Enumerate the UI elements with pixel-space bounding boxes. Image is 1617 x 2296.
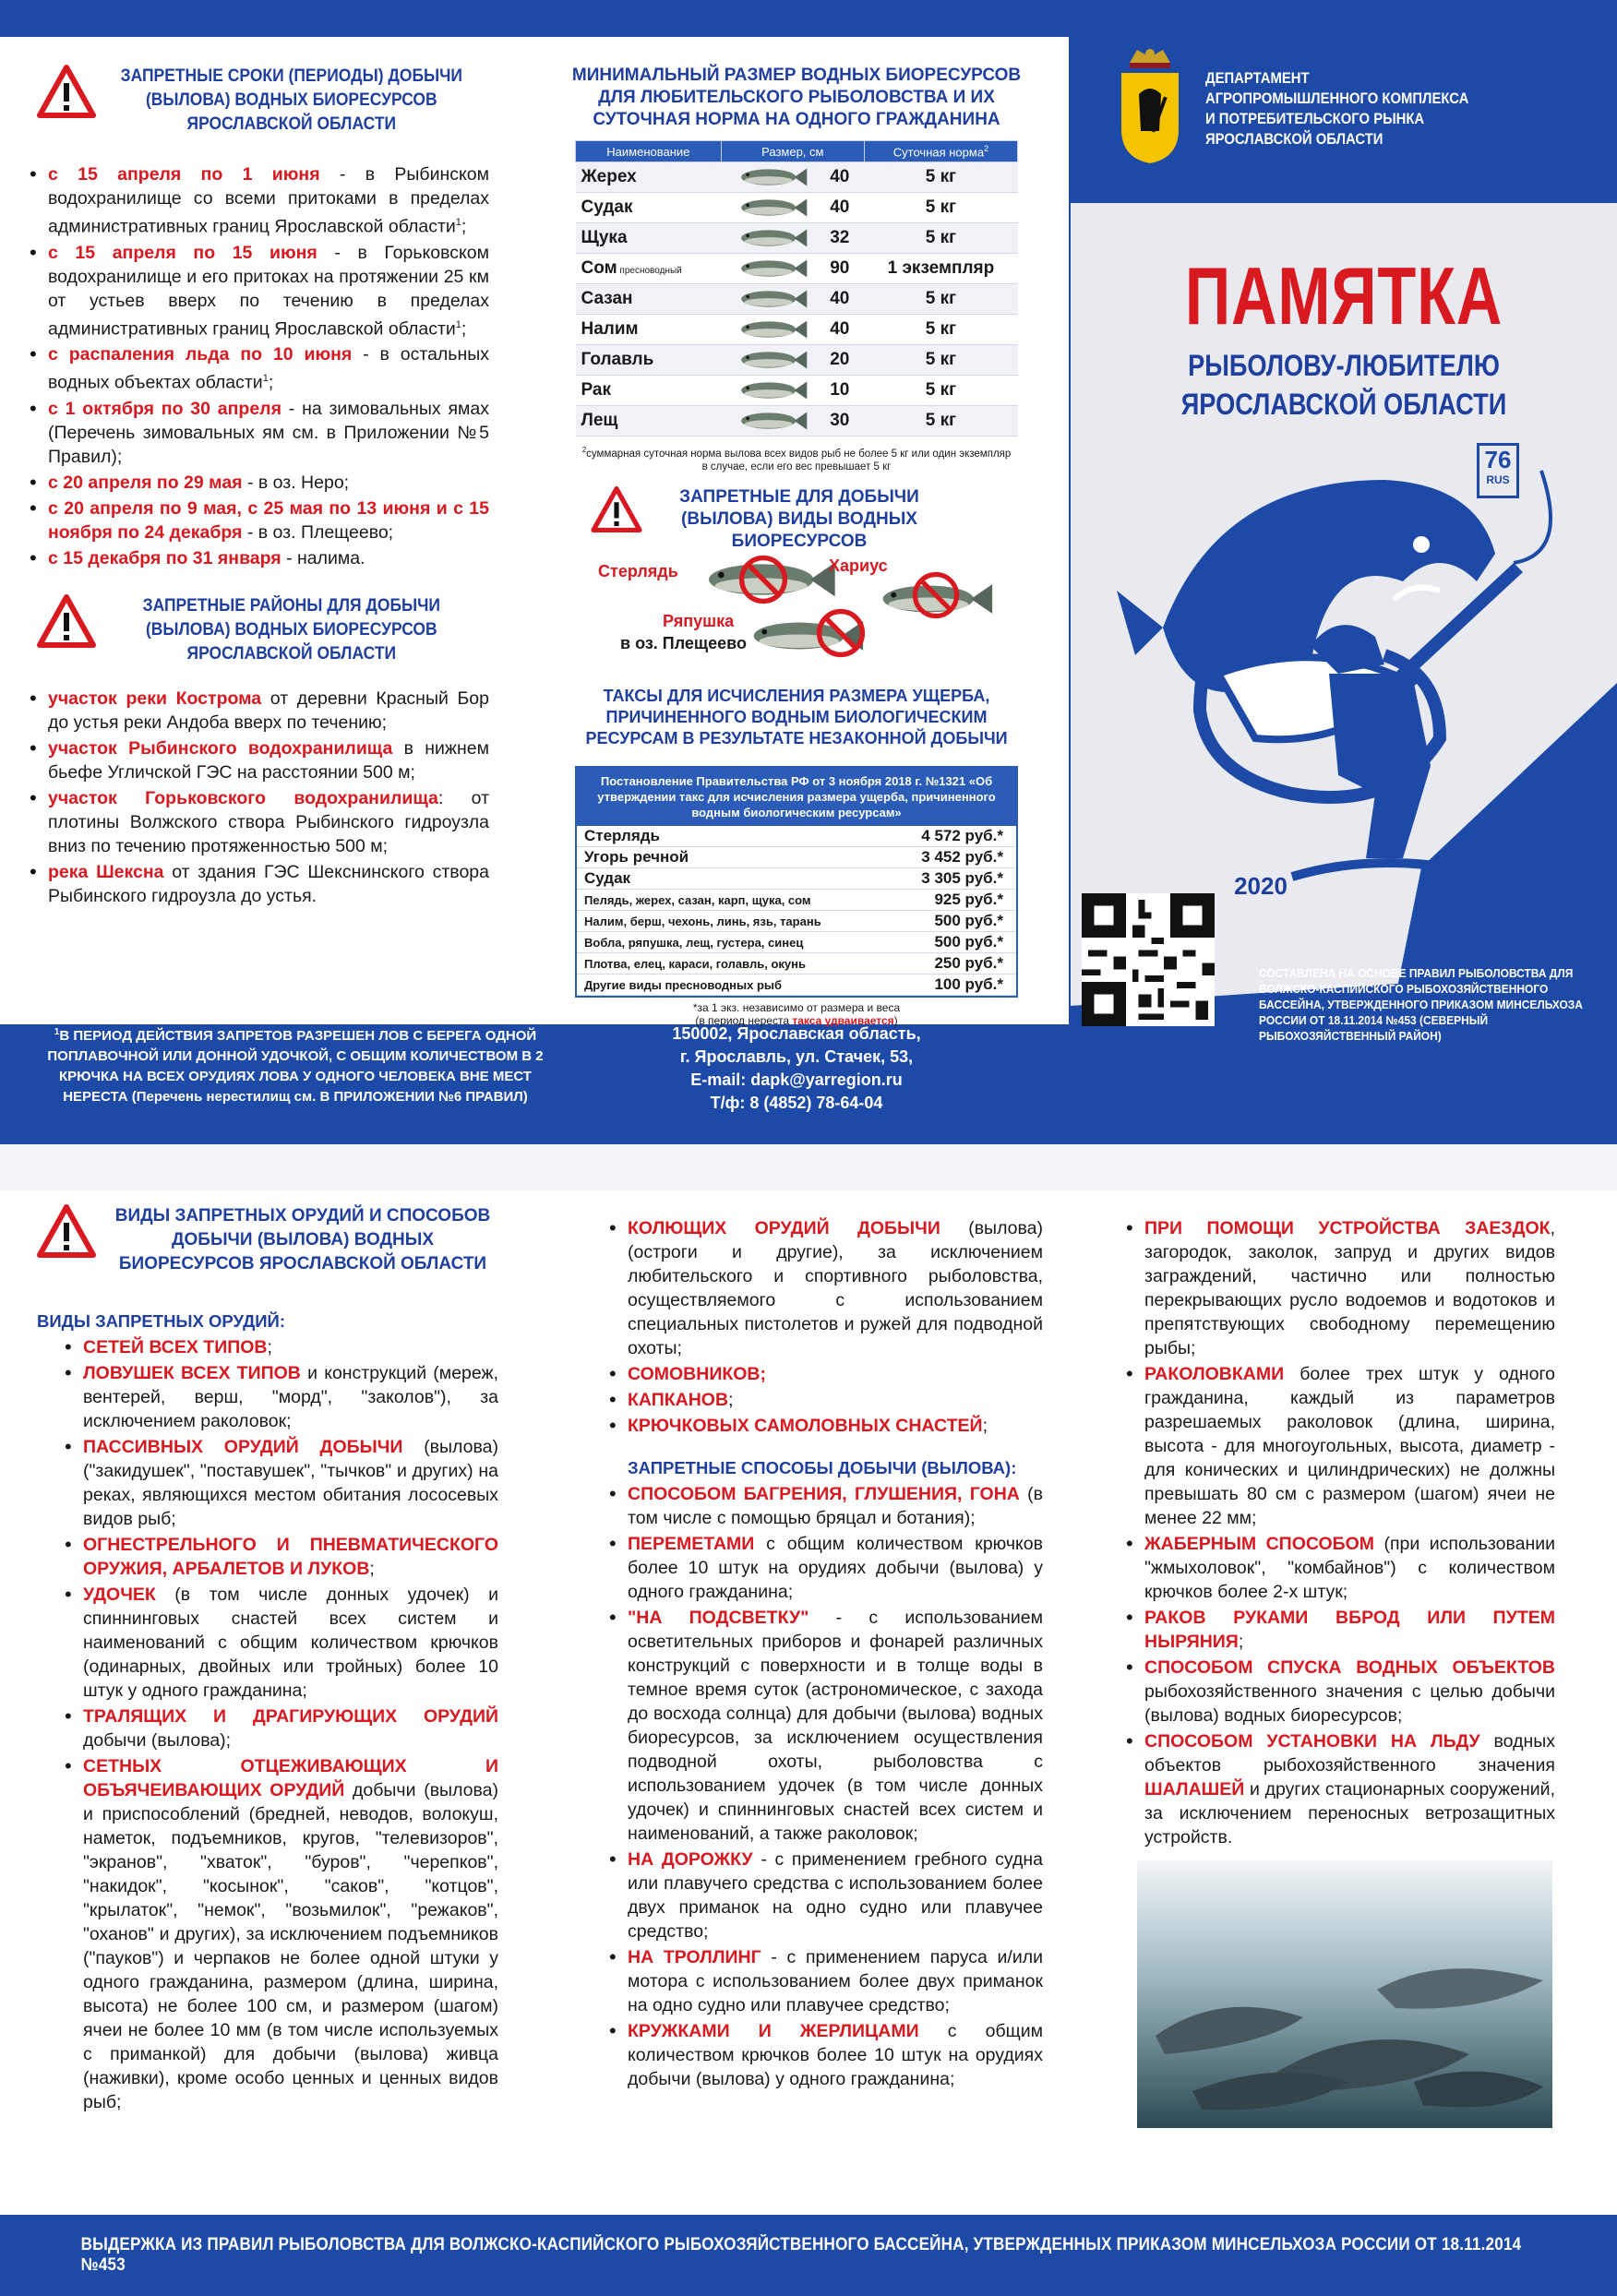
tax-value: 100 руб.* xyxy=(934,975,1003,994)
item-highlight: ПАССИВНЫХ ОРУДИЙ ДОБЫЧИ xyxy=(83,1437,403,1457)
cover-year: 2020 xyxy=(1234,872,1288,900)
contacts: 150002, Ярославская область, г. Ярославль, ул. Стачек, 53, E-mail: dapk@yarregion.ru Т/ф: 8 (4852) 78-64-04 xyxy=(524,1022,1069,1115)
tool-item xyxy=(83,1583,498,1703)
method-item xyxy=(628,1532,1043,1604)
footer-band xyxy=(0,2215,1617,2296)
item-text: ; xyxy=(982,1416,988,1436)
fish-icon xyxy=(726,196,819,220)
areas-title: ЗАПРЕТНЫЕ РАЙОНЫ ДЛЯ ДОБЫЧИ (ВЫЛОВА) ВОДНЫХ БИОРЕСУРСОВ ЯРОСЛАВСКОЙ ОБЛАСТИ xyxy=(142,595,440,664)
min-size-title: МИНИМАЛЬНЫЙ РАЗМЕР ВОДНЫХ БИОРЕСУРСОВ ДЛЯ ЛЮБИТЕЛЬСКОГО РЫБОЛОВСТВА И ИХ СУТОЧНАЯ НОРМА НА ОДНОГО ГРАЖДАНИНА xyxy=(571,66,1022,129)
item-text: и других стационарных сооружений, за исключением переносных ветрозащитных устройств. xyxy=(1144,1779,1555,1848)
item-highlight: СПОСОБОМ СПУСКА ВОДНЫХ ОБЪЕКТОВ xyxy=(1144,1657,1555,1678)
item-highlight: КОЛЮЩИХ ОРУДИЙ ДОБЫЧИ xyxy=(628,1218,940,1238)
item-highlight: ПРИ ПОМОЩИ УСТРОЙСТВА ЗАЕЗДОК xyxy=(1144,1218,1551,1238)
item-highlight: с 1 октября по 30 апреля xyxy=(48,398,281,419)
cover-basis: СОСТАВЛЕНА НА ОСНОВЕ ПРАВИЛ РЫБОЛОВСТВА ДЛЯ ВОЛЖСКО-КАСПИЙСКОГО РЫБОХОЗЯЙСТВЕННОГО БАССЕЙНА, УТВЕРЖДЕННОГО ПРИКАЗОМ МИНСЕЛЬХОЗА РОССИИ ОТ 18.11.2014 №453 (СЕВЕРНЫЙ РЫБОХОЗЯЙСТВЕННЫЙ РАЙОН) xyxy=(1259,966,1583,1043)
item-text: , загородок, заколок, запруд и других видов заграждений, частично или полностью перекрывающих русло водоемов и водотоков и препятствующих свободному перемещению рыбы; xyxy=(1144,1218,1555,1358)
item-text: добычи (вылова) и приспособлений (бредней, неводов, волокуш, наметок, подъемников, кругов, "телевизоров", "экранов", "хваток", "буров", "черепков", "накидок", "косынок", "саков", "котцов", "крылаток", "немок", "возьмилок", "режаков", "оханов" и других), за исключением подъемников ("пауков") и черпаков не более одной штуки у одного гражданина, размером (длина, ширина, высота) не более 100 см, и размером (шагом) ячеи не более 10 мм (в том числе используемых с приманкой) для добычи (вылова) живца (наживки), кроме особо ценных и ценных видов рыб; xyxy=(83,1780,498,2112)
fish-icon xyxy=(726,348,819,372)
tax-header: Постановление Правительства РФ от 3 ноября 2018 г. №1321 «Об утверждении такс для исчисления размера ущерба, причиненного водным биологическим ресурсам» xyxy=(577,768,1016,826)
item-highlight: РАКОВ РУКАМИ ВБРОД ИЛИ ПУТЕМ НЫРЯНИЯ xyxy=(1144,1608,1555,1652)
tax-row xyxy=(577,826,1016,847)
method-item xyxy=(1144,1362,1555,1530)
item-highlight: участок реки Кострома xyxy=(48,688,262,709)
item-highlight: УДОЧЕК xyxy=(83,1584,156,1605)
fish-icon xyxy=(726,317,819,341)
fish-size: 90 xyxy=(824,254,864,284)
item-highlight: ОГНЕСТРЕЛЬНОГО И ПНЕВМАТИЧЕСКОГО ОРУЖИЯ, АРБАЛЕТОВ И ЛУКОВ xyxy=(83,1535,498,1579)
item-highlight: ПЕРЕМЕТАМИ xyxy=(628,1534,755,1554)
method-item xyxy=(1144,1532,1555,1604)
fish-image xyxy=(721,223,824,254)
fish-norm: 5 кг xyxy=(864,162,1017,193)
tool-item xyxy=(83,1335,498,1359)
banned-title: ЗАПРЕТНЫЕ ДЛЯ ДОБЫЧИ (ВЫЛОВА) ВИДЫ ВОДНЫХ БИОРЕСУРСОВ xyxy=(679,487,919,552)
tax-value: 4 572 руб.* xyxy=(921,827,1003,845)
fish-size: 40 xyxy=(824,162,864,193)
method-item xyxy=(628,1482,1043,1530)
item-text: - с применением гребного судна или плавучего средства с использованием более двух приманок на одно судно или плавучее средство; xyxy=(628,1849,1043,1942)
areas-header xyxy=(0,594,524,666)
period-item xyxy=(48,546,489,570)
tool-item xyxy=(628,1388,1043,1412)
fish-row xyxy=(576,223,1018,254)
tax-value: 500 руб.* xyxy=(934,933,1003,951)
department-name: ДЕПАРТАМЕНТ АГРОПРОМЫШЛЕННОГО КОМПЛЕКСА И ПОТРЕБИТЕЛЬСКОГО РЫНКА ЯРОСЛАВСКОЙ ОБЛАСТИ xyxy=(1205,70,1469,148)
fish-icon xyxy=(726,409,819,433)
item-text: от здания ГЭС Шекснинского створа Рыбинского гидроузла до устья. xyxy=(48,861,489,906)
fish-norm: 5 кг xyxy=(864,284,1017,315)
item-text: - в Горьковском водохранилище и его притоках на протяжении 25 км от устьев вверх по течению в пределах административных границ Ярославской области xyxy=(48,242,489,339)
banned-header xyxy=(591,486,1069,553)
item-highlight: КРУЖКАМИ И ЖЕРЛИЦАМИ xyxy=(628,2021,919,2041)
fisherman-illustration xyxy=(1108,443,1587,904)
fish-name-text: Сазан xyxy=(581,289,633,309)
fish-row xyxy=(576,315,1018,345)
panel-restrictions xyxy=(0,37,524,1024)
phone: Т/ф: 8 (4852) 78-64-04 xyxy=(710,1094,883,1112)
fish-size: 40 xyxy=(824,193,864,223)
fish-row xyxy=(576,284,1018,315)
warning-icon xyxy=(591,486,642,532)
tax-name: Стерлядь xyxy=(584,827,660,845)
method-item xyxy=(1144,1216,1555,1360)
tax-name: Угорь речной xyxy=(584,848,689,867)
col-norm: Суточная норма$^2$ xyxy=(864,141,1017,162)
fish-name xyxy=(576,193,722,223)
tools-column-2 xyxy=(591,1216,1043,2093)
item-text: - в Рыбинском водохранилище со всеми притоками в пределах административных границ Ярославской области xyxy=(48,164,489,237)
item-highlight: с 15 декабря по 31 января xyxy=(48,547,281,568)
footnote-mark: 1 xyxy=(455,318,461,330)
tax-row xyxy=(577,847,1016,868)
tax-value: 3 452 руб.* xyxy=(921,848,1003,867)
region-badge: 76 RUS xyxy=(1477,443,1519,498)
cover-panel xyxy=(1071,37,1617,1144)
item-highlight: ШАЛАШЕЙ xyxy=(1144,1779,1245,1800)
item-text: ; xyxy=(369,1559,375,1579)
cover-title: ПАМЯТКА xyxy=(1184,250,1503,341)
fish-name xyxy=(576,223,722,254)
fish-name-text: Налим xyxy=(581,319,639,340)
fish-size: 40 xyxy=(824,315,864,345)
fish-name-text: Рак xyxy=(581,380,611,401)
cover-subtitle-2: ЯРОСЛАВСКОЙ ОБЛАСТИ xyxy=(1180,388,1507,421)
item-text: - в оз. Плещеево; xyxy=(242,521,394,543)
fish-icon xyxy=(726,257,819,281)
tax-row xyxy=(577,890,1016,911)
tool-item xyxy=(83,1704,498,1752)
fish-image xyxy=(721,345,824,376)
item-text: ; xyxy=(267,1337,272,1357)
email[interactable]: E-mail: dapk@yarregion.ru xyxy=(690,1070,903,1089)
fish-image xyxy=(721,162,824,193)
tools-list-1 xyxy=(37,1335,498,2114)
warning-icon xyxy=(37,65,96,118)
item-text: - на зимовальных ямах (Перечень зимовальных ям см. в Приложении №5 Правил); xyxy=(48,398,490,467)
fish-name-text: Лещ xyxy=(581,411,618,431)
methods-list-1 xyxy=(628,1482,1043,2091)
item-text: - в остальных водных объектах области xyxy=(48,344,489,393)
area-item xyxy=(48,786,489,858)
area-item xyxy=(48,736,489,784)
item-text: добычи (вылова); xyxy=(83,1730,232,1751)
item-highlight: ТРАЛЯЩИХ И ДРАГИРУЮЩИХ ОРУДИЙ xyxy=(83,1706,498,1727)
item-text: с общим количеством крючков более 10 штук на орудиях добычи (вылова) у одного гражданина; xyxy=(628,1534,1043,1602)
tax-name: Пелядь, жерех, сазан, карп, щука, сом xyxy=(584,892,811,907)
item-text: (в том числе донных удочек) и спиннинговых снастей всех систем и наименований с общим количеством крючков (одинарных, двойных или тройных) более 10 штук у одного гражданина; xyxy=(83,1584,498,1701)
tools-title: ВИДЫ ЗАПРЕТНЫХ ОРУДИЙ И СПОСОБОВ ДОБЫЧИ (ВЫЛОВА) ВОДНЫХ БИОРЕСУРСОВ ЯРОСЛАВСКОЙ ОБЛАСТИ xyxy=(114,1206,491,1274)
vendace-label: Ряпушка xyxy=(663,612,735,631)
period-item xyxy=(48,162,489,239)
fish-norm: 5 кг xyxy=(864,345,1017,376)
tax-table xyxy=(575,766,1018,998)
item-highlight: с 20 апреля по 9 мая, с 25 мая по 13 июня и с 15 ноября по 24 декабря xyxy=(48,497,489,543)
item-text: и конструкций (мереж, вентерей, верш, "морд", "заколов"), за исключением раколовок; xyxy=(83,1363,498,1431)
tax-name: Судак xyxy=(584,869,631,888)
tool-item xyxy=(83,1361,498,1433)
tool-item xyxy=(628,1216,1043,1360)
item-highlight: участок Горьковского водохранилища xyxy=(48,787,438,808)
period-item xyxy=(48,342,489,395)
item-text: : от плотины Волжского створа Рыбинского гидроузла вниз по течению протяженностью 500 м; xyxy=(48,787,490,856)
fish-norm: 5 кг xyxy=(864,193,1017,223)
no-entry-icon xyxy=(816,608,866,658)
fish-name-text: Судак xyxy=(581,197,633,218)
coat-of-arms-icon xyxy=(1117,46,1183,166)
item-text: (вылова) ("закидушек", "поставушек", "тычков" и других) на реках, являющихся местом обитания лососевых видов рыб; xyxy=(83,1437,498,1529)
fish-row xyxy=(576,406,1018,436)
item-highlight: "НА ПОДСВЕТКУ" xyxy=(628,1608,809,1628)
methods-subtitle: ЗАПРЕТНЫЕ СПОСОБЫ ДОБЫЧИ (ВЫЛОВА): xyxy=(628,1458,1017,1477)
method-item xyxy=(628,1945,1043,2017)
item-end: ; xyxy=(461,216,467,237)
fish-icon xyxy=(726,378,819,402)
tools-column-1 xyxy=(37,1204,498,2116)
item-highlight: река Шексна xyxy=(48,861,164,882)
fish-row xyxy=(576,162,1018,193)
areas-list xyxy=(0,687,524,908)
item-highlight: с распаления льда по 10 июня xyxy=(48,344,353,365)
warning-icon xyxy=(37,1204,96,1258)
footer-text: ВЫДЕРЖКА ИЗ ПРАВИЛ РЫБОЛОВСТВА ДЛЯ ВОЛЖСКО-КАСПИЙСКОГО РЫБОХОЗЯЙСТВЕННОГО БАССЕЙНА, УТВЕРЖДЕННЫХ ПРИКАЗОМ МИНСЕЛЬХОЗА РОССИИ ОТ 18.11.2014 №453 xyxy=(80,2235,1522,2275)
tools-subtitle: ВИДЫ ЗАПРЕТНЫХ ОРУДИЙ: xyxy=(37,1311,286,1331)
fish-image xyxy=(721,406,824,436)
min-size-table xyxy=(575,140,1018,436)
method-item xyxy=(1144,1656,1555,1728)
grayling-label: Хариус xyxy=(829,556,888,576)
fish-name-text: Голавль xyxy=(581,350,654,370)
item-highlight: с 20 апреля по 29 мая xyxy=(48,472,243,493)
item-text: (в том числе с помощью бряцал и ботания); xyxy=(628,1484,1043,1528)
periods-title: ЗАПРЕТНЫЕ СРОКИ (ПЕРИОДЫ) ДОБЫЧИ (ВЫЛОВА) ВОДНЫХ БИОРЕСУРСОВ ЯРОСЛАВСКОЙ ОБЛАСТИ xyxy=(120,66,462,134)
item-highlight: СЕТНЫХ ОТЦЕЖИВАЮЩИХ И ОБЪЯЧЕИВАЮЩИХ ОРУДИЙ xyxy=(83,1756,498,1800)
fish-image xyxy=(721,376,824,406)
fish-row xyxy=(576,193,1018,223)
tool-item xyxy=(83,1754,498,2114)
item-highlight: СОМОВНИКОВ; xyxy=(628,1364,767,1384)
area-item xyxy=(48,860,489,908)
fish-icon xyxy=(726,226,819,250)
min-size-note: $^2$суммарная суточная норма вылова всех видов рыб не более 5 кг или один экземпляр в случае, если его вес превышает 5 кг xyxy=(581,446,1012,473)
fish-size: 20 xyxy=(824,345,864,376)
tax-name: Плотва, елец, караси, голавль, окунь xyxy=(584,956,806,971)
method-item xyxy=(628,1848,1043,1943)
sterlet-label: Стерлядь xyxy=(598,562,678,581)
item-highlight: КАПКАНОВ xyxy=(628,1390,729,1410)
fish-name-text: Сом xyxy=(581,258,617,279)
item-text: более трех штук у одного гражданина, каждый из параметров разрешаемых раколовок (длина, ширина, высота - для многоугольных, высота, диаметр - для конических и цилиндрических) не должны превышать 80 см с размером (шагом) ячеи не менее 22 мм; xyxy=(1144,1364,1555,1528)
fish-row xyxy=(576,254,1018,284)
tax-value: 500 руб.* xyxy=(934,912,1003,930)
tax-value: 925 руб.* xyxy=(934,891,1003,909)
item-end: ; xyxy=(461,318,467,339)
qr-code-icon[interactable] xyxy=(1082,893,1215,1026)
col-size: Размер, см xyxy=(721,141,864,162)
item-text: (при использовании "жмыхоловок", "комбайнов") с количеством крючков более 2-х штук; xyxy=(1144,1534,1556,1602)
tax-row xyxy=(577,975,1016,996)
fish-icon xyxy=(726,165,819,189)
tax-title: ТАКСЫ ДЛЯ ИСЧИСЛЕНИЯ РАЗМЕРА УЩЕРБА, ПРИЧИНЕННОГО ВОДНЫМ БИОЛОГИЧЕСКИМ РЕСУРСАМ В РЕЗУЛЬТАТЕ НЕЗАКОННОЙ ДОБЫЧИ xyxy=(585,687,1008,748)
tax-name: Другие виды пресноводных рыб xyxy=(584,977,783,992)
footnote-mark: 1 xyxy=(455,217,461,228)
method-item xyxy=(628,1606,1043,1846)
item-end: ; xyxy=(268,372,274,393)
fish-norm: 5 кг xyxy=(864,315,1017,345)
period-item xyxy=(48,471,489,495)
periods-list xyxy=(0,162,524,570)
item-text: с общим количеством крючков более 10 штук на орудиях добычи (вылова) у одного гражданина; xyxy=(628,2021,1043,2089)
fish-size: 10 xyxy=(824,376,864,406)
vendace-place: в оз. Плещеево xyxy=(620,634,747,653)
item-text: ; xyxy=(1238,1632,1244,1652)
method-item xyxy=(1144,1729,1555,1849)
tax-name: Налим, берш, чехонь, линь, язь, тарань xyxy=(584,914,821,928)
tool-item xyxy=(628,1414,1043,1438)
tax-row xyxy=(577,932,1016,953)
warning-icon xyxy=(37,594,96,648)
col-name: Наименование xyxy=(576,141,722,162)
methods-list-2 xyxy=(1144,1216,1555,1849)
item-text: - в оз. Неро; xyxy=(242,472,350,493)
item-highlight: НА ТРОЛЛИНГ xyxy=(628,1947,761,1967)
footnote-mark: 1 xyxy=(262,373,269,384)
fish-image xyxy=(721,193,824,223)
fish-name-extra: пресноводный xyxy=(617,266,682,277)
fish-image xyxy=(721,254,824,284)
fish-size: 30 xyxy=(824,406,864,436)
tax-value: 250 руб.* xyxy=(934,954,1003,973)
tools-column-3 xyxy=(1108,1216,1555,1851)
fish-image xyxy=(721,315,824,345)
tax-row xyxy=(577,911,1016,932)
tool-item xyxy=(83,1435,498,1531)
fold-divider xyxy=(0,1144,1617,1190)
fish-name-text: Жерех xyxy=(581,167,637,187)
fish-name xyxy=(576,254,722,284)
banned-species xyxy=(524,556,1069,686)
item-text: водных объектов рыбохозяйственного значения xyxy=(1144,1731,1555,1776)
tax-row xyxy=(577,868,1016,890)
fish-size: 32 xyxy=(824,223,864,254)
fish-name xyxy=(576,406,722,436)
fish-name xyxy=(576,162,722,193)
fish-name xyxy=(576,284,722,315)
item-text: от деревни Красный Бор до устья реки Андоба вверх по течению; xyxy=(48,688,489,733)
fish-norm: 5 кг xyxy=(864,376,1017,406)
tax-notes: *за 1 экз. независимо от размера и веса (в период нереста такса удваивается) xyxy=(692,1001,901,1028)
item-highlight: СЕТЕЙ ВСЕХ ТИПОВ xyxy=(83,1337,268,1357)
fish-norm: 5 кг xyxy=(864,406,1017,436)
item-text: - с использованием осветительных приборов и фонарей различных конструкций с поверхности и в толще воды в темное время суток (астрономическое, с захода до восхода солнца) для добычи (вылова) водных биоресурсов, за исключением осуществления подводной охоты, рыболовства с использованием удочек (в том числе донных удочек) и спиннинговых снастей всех систем и наименований, а также раколовок; xyxy=(628,1608,1043,1844)
tax-value: 3 305 руб.* xyxy=(921,869,1003,888)
areas-footnote: $^1$В ПЕРИОД ДЕЙСТВИЯ ЗАПРЕТОВ РАЗРЕШЕН ЛОВ С БЕРЕГА ОДНОЙ ПОПЛАВОЧНОЙ ИЛИ ДОННОЙ УДОЧКОЙ, С ОБЩИМ КОЛИЧЕСТВОМ В 2 КРЮЧКА НА ВСЕХ ОРУДИЯХ ЛОВА У ОДНОГО ЧЕЛОВЕКА ВНЕ МЕСТ НЕРЕСТА (Перечень нерестилищ см. В ПРИЛОЖЕНИИ №6 ПРАВИЛ) xyxy=(47,1027,544,1105)
item-text: рыбохозяйственного значения с целью добычи (вылова) водных биоресурсов; xyxy=(1144,1681,1555,1726)
tool-item xyxy=(628,1362,1043,1386)
item-highlight: СПОСОБОМ БАГРЕНИЯ, ГЛУШЕНИЯ, ГОНА xyxy=(628,1484,1020,1504)
item-highlight: ЖАБЕРНЫМ СПОСОБОМ xyxy=(1144,1534,1375,1554)
fish-size: 40 xyxy=(824,284,864,315)
tax-row xyxy=(577,953,1016,975)
fish-icon xyxy=(726,287,819,311)
item-highlight: РАКОЛОВКАМИ xyxy=(1144,1364,1285,1384)
fish-name xyxy=(576,345,722,376)
fish-name xyxy=(576,376,722,406)
item-highlight: участок Рыбинского водохранилища xyxy=(48,737,393,759)
item-highlight: с 15 апреля по 15 июня xyxy=(48,242,317,263)
item-highlight: КРЮЧКОВЫХ САМОЛОВНЫХ СНАСТЕЙ xyxy=(628,1416,983,1436)
no-entry-icon xyxy=(738,555,788,604)
item-highlight: СПОСОБОМ УСТАНОВКИ НА ЛЬДУ xyxy=(1144,1731,1480,1752)
fish-name xyxy=(576,315,722,345)
period-item xyxy=(48,496,489,544)
item-text: ; xyxy=(728,1390,734,1410)
item-text: - налима. xyxy=(281,547,365,568)
item-text: (вылова) (остроги и другие), за исключением любительского и спортивного рыболовства, осуществляемого с использованием специальных пистолетов и ружей для подводной охоты; xyxy=(628,1218,1043,1358)
fish-row xyxy=(576,345,1018,376)
method-item xyxy=(628,2019,1043,2091)
periods-header xyxy=(0,65,524,137)
tools-header xyxy=(37,1204,498,1276)
item-text: в нижнем бьефе Угличской ГЭС на расстоянии 500 м; xyxy=(48,737,489,783)
tools-list-2 xyxy=(628,1216,1043,1438)
item-highlight: НА ДОРОЖКУ xyxy=(628,1849,753,1870)
fish-norm: 5 кг xyxy=(864,223,1017,254)
fish-image xyxy=(721,284,824,315)
period-item xyxy=(48,241,489,341)
cover-subtitle-1: РЫБОЛОВУ-ЛЮБИТЕЛЮ xyxy=(1188,349,1500,382)
item-highlight: ЛОВУШЕК ВСЕХ ТИПОВ xyxy=(83,1363,301,1383)
period-item xyxy=(48,397,489,469)
item-text: - с применением паруса и/или мотора с использованием более двух приманок на одно судно или плавучее средство; xyxy=(628,1947,1043,2015)
sturgeon-photo xyxy=(1137,1860,1552,2128)
fish-row xyxy=(576,376,1018,406)
fish-name-text: Щука xyxy=(581,228,628,248)
tool-item xyxy=(83,1533,498,1581)
fish-norm: 1 экземпляр xyxy=(864,254,1017,284)
area-item xyxy=(48,687,489,735)
method-item xyxy=(1144,1606,1555,1654)
no-entry-icon xyxy=(912,571,960,619)
item-highlight: с 15 апреля по 1 июня xyxy=(48,164,320,185)
tax-name: Вобла, ряпушка, лещ, густера, синец xyxy=(584,935,804,950)
